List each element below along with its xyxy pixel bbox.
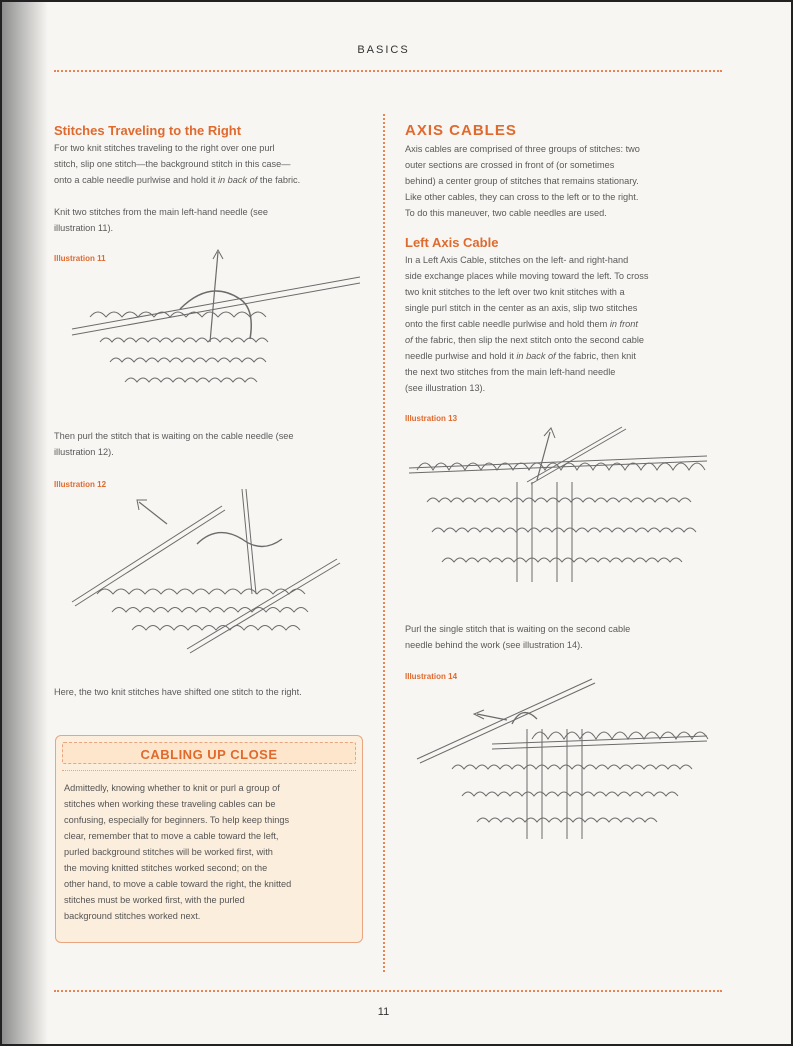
section-heading-axis-cables: AXIS CABLES	[405, 122, 517, 139]
book-spine-shadow	[2, 2, 48, 1044]
box-title: CABLING UP CLOSE	[140, 747, 278, 762]
illustration-13-knitting-image	[407, 422, 712, 602]
illustration-11-knitting-image	[70, 247, 365, 417]
paragraph-shifted: Here, the two knit stitches have shifted one stitch to the right.	[54, 687, 302, 697]
box-header	[62, 742, 356, 764]
paragraph-left-axis: In a Left Axis Cable, stitches on the left- and right-hand side exchange places while moving toward the left. To cross two knit stitches to the left over two knit stitches with a single purl stitch in the center as an axis, slip two stitches onto the first cable needle purlwise and hold them in front of the fabric, then slip the next stitch onto the second cable needle purlwise and hold it in back of the fabric, then knit the next two stitches from the main left-hand needle (see illustration 13).	[405, 255, 649, 393]
illustration-13-label: Illustration 13	[405, 414, 458, 423]
illustration-12-label: Illustration 12	[54, 480, 107, 489]
paragraph-intro-right: For two knit stitches traveling to the right over one purl stitch, slip one stitch—the background stitch in this case— onto a cable needle purlwise and hold it in back of the fabric.	[54, 143, 301, 185]
box-divider	[62, 770, 356, 771]
paragraph-purl-single: Purl the single stitch that is waiting on the second cable needle behind the work (see illustration 14).	[405, 624, 631, 650]
illustration-14-knitting-image	[412, 674, 712, 846]
illustration-14-label: Illustration 14	[405, 672, 458, 681]
illustration-11-label: Illustration 11	[54, 254, 106, 263]
cabling-up-close-box	[55, 735, 363, 943]
paragraph-purl-cable: Then purl the stitch that is waiting on the cable needle (see illustration 12).	[54, 431, 294, 457]
running-head: BASICS	[357, 44, 410, 56]
illustration-12-knitting-image	[57, 484, 357, 654]
column-divider	[383, 114, 385, 972]
paragraph-axis-intro: Axis cables are comprised of three groups of stitches: two outer sections are crossed in front of (or sometimes behind) a center group of stitches that remains stationary. Like other cables, they can cross to the left or to the right. To do this maneuver, two cable needles are used.	[405, 144, 640, 218]
subheading-left-axis-cable: Left Axis Cable	[405, 235, 499, 250]
page-number: 11	[377, 1006, 390, 1018]
bottom-dotted-rule	[54, 990, 722, 992]
section-heading-stitches-right: Stitches Traveling to the Right	[54, 123, 242, 138]
box-body-text: Admittedly, knowing whether to knit or purl a group of stitches when working these traveling cables can be confusing, especially for beginners. To help keep things clear, remember that to move a cable toward the left, purled background stitches will be worked first, with the moving knitted stitches worked second; on the other hand, to move a cable toward the right, the knitted stitches must be worked first, with the purled background stitches worked next.	[64, 783, 292, 921]
paragraph-knit-two: Knit two stitches from the main left-hand needle (see illustration 11).	[54, 207, 268, 233]
top-dotted-rule	[54, 70, 722, 72]
